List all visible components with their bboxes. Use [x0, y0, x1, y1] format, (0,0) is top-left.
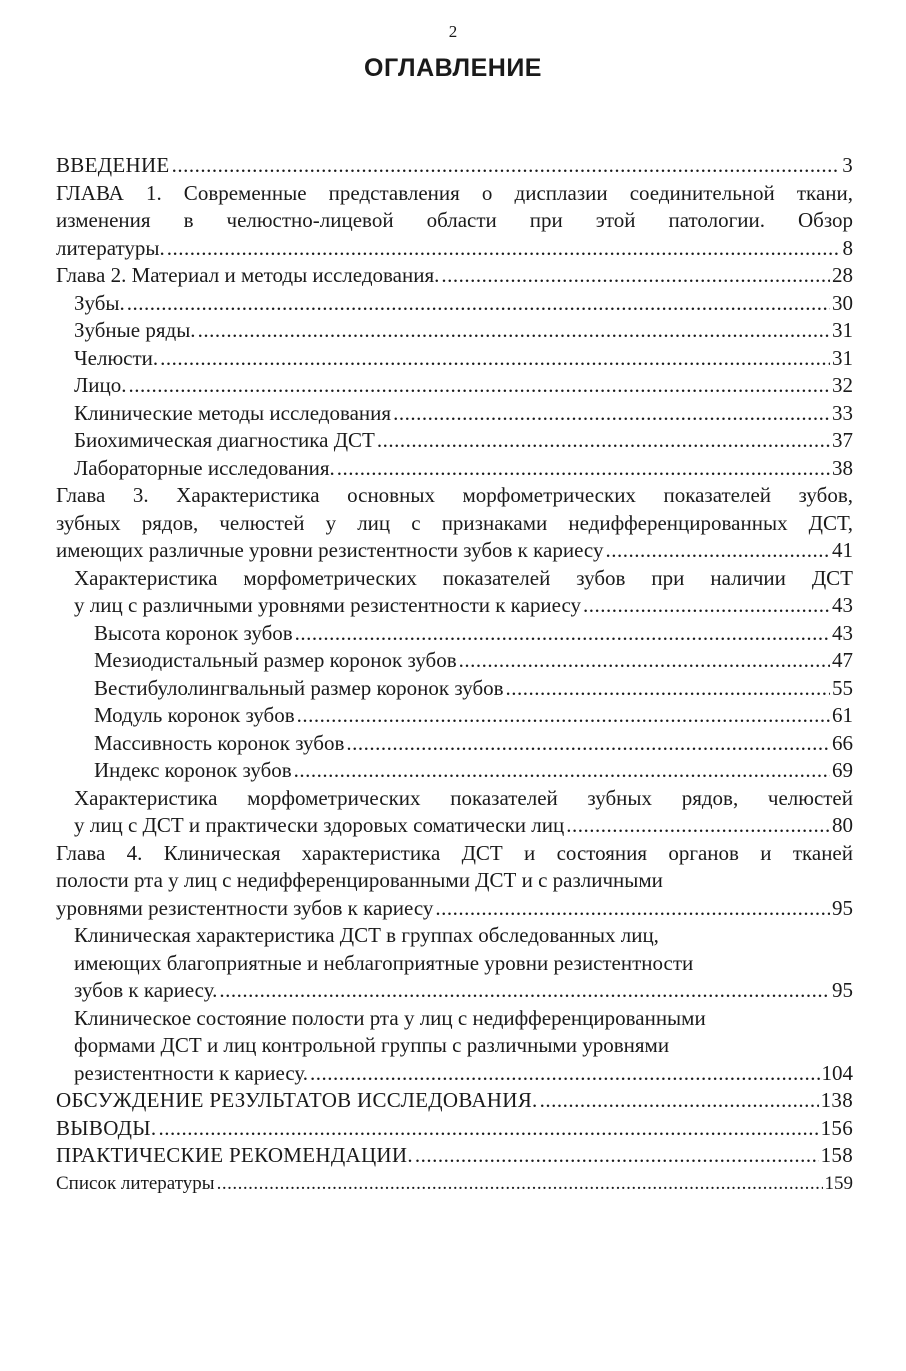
toc-page-number: 33: [832, 400, 853, 425]
toc-entry-title-line: ГЛАВА 1. Современные представления о дисплазии соединительной ткани,: [56, 180, 853, 205]
toc-entry-oral-cavity-condition[interactable]: [56, 1005, 853, 1088]
toc-page-number: 43: [832, 620, 853, 645]
toc-entry-title: Зубы.: [74, 290, 125, 315]
toc-page-number: 47: [832, 648, 853, 672]
toc-entry-title: имеющих различные уровни резистентности зубов к кариесу: [56, 538, 604, 562]
toc-entry-title: Зубные ряды.: [74, 318, 196, 342]
toc-entry-biochemical-diagnostics[interactable]: [56, 427, 853, 455]
dot-leader: [377, 427, 830, 455]
toc-entry-crown-index[interactable]: [56, 757, 853, 785]
toc-entry-title-line: Характеристика морфометрических показателей зубов при наличии ДСТ: [74, 565, 853, 590]
toc-entry-mesiodistal-size[interactable]: [56, 647, 853, 675]
toc-page-number: 37: [832, 428, 853, 452]
dot-leader: [198, 317, 830, 345]
page-title: ОГЛАВЛЕНИЕ: [364, 54, 542, 82]
toc-entry-title: Вестибулолингвальный размер коронок зубов: [94, 675, 504, 700]
dot-leader: [160, 345, 830, 373]
dot-leader: [415, 1142, 819, 1170]
toc-page-number: 31: [832, 318, 853, 342]
dot-leader: [310, 1060, 819, 1088]
toc-entry-title: Индекс коронок зубов: [94, 758, 292, 782]
dot-leader: [346, 730, 830, 758]
toc-page-number: 61: [832, 703, 853, 727]
toc-page-number: 104: [821, 1060, 853, 1085]
toc-entry-title: Модуль коронок зубов: [94, 703, 295, 727]
dot-leader: [295, 620, 830, 648]
toc-entry-title-line: Глава 4. Клиническая характеристика ДСТ и состояния органов и тканей: [56, 840, 853, 865]
dot-leader: [435, 895, 830, 923]
toc-entry-title-line: изменения в челюстно-лицевой области при этой патологии. Обзор: [56, 208, 853, 232]
toc-entry-chapter-3[interactable]: [56, 482, 853, 565]
toc-entry-title-line: Клиническая характеристика ДСТ в группах обследованных лиц,: [74, 923, 659, 947]
toc-entry-chapter-4[interactable]: [56, 840, 853, 923]
dot-leader: [441, 262, 830, 290]
toc-page-number: 138: [820, 1088, 853, 1112]
toc-entry-practical-recommendations[interactable]: [56, 1142, 853, 1170]
toc-entry-clinical-characteristics[interactable]: [56, 922, 853, 1005]
dot-leader: [566, 812, 830, 840]
toc-entry-introduction[interactable]: [56, 152, 853, 180]
toc-page-number: 69: [832, 758, 853, 782]
toc-entry-title: ВВЕДЕНИЕ: [56, 153, 170, 177]
dot-leader: [128, 372, 830, 400]
toc-entry-title: Лабораторные исследования.: [74, 455, 335, 480]
toc-entry-title-line: зубных рядов, челюстей у лиц с признаками недифференцированных ДСТ,: [56, 510, 853, 535]
toc-page-number: 55: [832, 675, 853, 700]
dot-leader: [167, 235, 841, 263]
toc-entry-title: литературы.: [56, 235, 165, 260]
dot-leader: [393, 400, 830, 428]
toc-page-number: 31: [832, 345, 853, 370]
toc-entry-dental-rows-morphometry[interactable]: [56, 785, 853, 840]
toc-page-number: 3: [842, 153, 853, 177]
toc-entry-title: Массивность коронок зубов: [94, 730, 345, 755]
toc-entry-title: Биохимическая диагностика ДСТ: [74, 428, 375, 452]
toc-page-number: 158: [820, 1143, 853, 1167]
dot-leader: [158, 1115, 818, 1143]
toc-entry-teeth-morphometry[interactable]: [56, 565, 853, 620]
dot-leader: [605, 537, 830, 565]
toc-page-number: 43: [832, 593, 853, 617]
dot-leader: [297, 702, 830, 730]
dot-leader: [506, 675, 830, 703]
toc-entry-title: зубов к кариесу.: [74, 978, 218, 1002]
toc-page-number: 32: [832, 373, 853, 397]
toc-entry-title-line: Глава 3. Характеристика основных морфометрических показателей зубов,: [56, 483, 853, 507]
toc-entry-laboratory-research[interactable]: [56, 455, 853, 483]
toc-entry-chapter-1[interactable]: [56, 180, 853, 263]
toc-page-number: 28: [832, 263, 853, 287]
toc-page-number: 66: [832, 730, 853, 755]
toc-entry-conclusions[interactable]: [56, 1115, 853, 1143]
toc-entry-title-line: имеющих благоприятные и неблагоприятные уровни резистентности: [74, 950, 694, 975]
toc-page-number: 30: [832, 290, 853, 315]
toc-entry-crown-height[interactable]: [56, 620, 853, 648]
toc-entry-chapter-2[interactable]: [56, 262, 853, 290]
toc-page-number: 156: [820, 1115, 853, 1140]
toc-entry-title: Челюсти.: [74, 345, 159, 370]
toc-entry-clinical-methods[interactable]: [56, 400, 853, 428]
toc-entry-title-line: полости рта у лиц с недифференцированными ДСТ и с различными: [56, 868, 663, 892]
toc-entry-crown-module[interactable]: [56, 702, 853, 730]
dot-leader: [294, 757, 830, 785]
dot-leader: [540, 1087, 819, 1115]
toc-entry-title: Глава 2. Материал и методы исследования.: [56, 263, 440, 287]
toc-page-number: 38: [832, 455, 853, 480]
dot-leader: [127, 290, 830, 318]
dot-leader: [219, 977, 830, 1005]
toc-entry-title: у лиц с различными уровнями резистентности к кариесу: [74, 593, 582, 617]
table-of-contents: [56, 152, 853, 1197]
toc-entry-vestibulolingual-size[interactable]: [56, 675, 853, 703]
dot-leader: [217, 1170, 823, 1198]
toc-entry-title: уровнями резистентности зубов к кариесу: [56, 895, 434, 920]
dot-leader: [459, 647, 830, 675]
dot-leader: [583, 592, 830, 620]
toc-entry-title: Список литературы: [56, 1172, 215, 1194]
toc-entry-title: ВЫВОДЫ.: [56, 1115, 157, 1140]
toc-entry-title: Высота коронок зубов: [94, 620, 293, 645]
toc-entry-title: резистентности к кариесу.: [74, 1060, 309, 1085]
toc-page-number: 95: [832, 978, 853, 1002]
toc-entry-title: у лиц с ДСТ и практически здоровых соматически лиц: [74, 813, 565, 837]
page-number: 2: [448, 22, 458, 41]
toc-page-number: 80: [832, 813, 853, 837]
toc-entry-dental-rows[interactable]: [56, 317, 853, 345]
toc-page-number: 8: [842, 235, 853, 260]
toc-entry-crown-massiveness[interactable]: [56, 730, 853, 758]
toc-entry-title: ОБСУЖДЕНИЕ РЕЗУЛЬТАТОВ ИССЛЕДОВАНИЯ.: [56, 1088, 538, 1112]
toc-entry-face[interactable]: [56, 372, 853, 400]
toc-entry-discussion[interactable]: [56, 1087, 853, 1115]
toc-page-number: 95: [832, 895, 853, 920]
toc-page-number: 159: [824, 1172, 853, 1194]
dot-leader: [337, 455, 830, 483]
dot-leader: [172, 152, 841, 180]
toc-entry-references[interactable]: [56, 1170, 853, 1198]
toc-entry-title-line: Клиническое состояние полости рта у лиц с недифференцированными: [74, 1005, 706, 1030]
toc-entry-title: Лицо.: [74, 373, 127, 397]
toc-page-number: 41: [832, 538, 853, 562]
toc-entry-title: ПРАКТИЧЕСКИЕ РЕКОМЕНДАЦИИ.: [56, 1143, 413, 1167]
toc-entry-title: Клинические методы исследования: [74, 400, 392, 425]
toc-entry-title-line: формами ДСТ и лиц контрольной группы с различными уровнями: [74, 1033, 670, 1057]
toc-entry-jaws[interactable]: [56, 345, 853, 373]
toc-entry-teeth[interactable]: [56, 290, 853, 318]
toc-entry-title: Мезиодистальный размер коронок зубов: [94, 648, 457, 672]
toc-entry-title-line: Характеристика морфометрических показателей зубных рядов, челюстей: [74, 785, 853, 810]
